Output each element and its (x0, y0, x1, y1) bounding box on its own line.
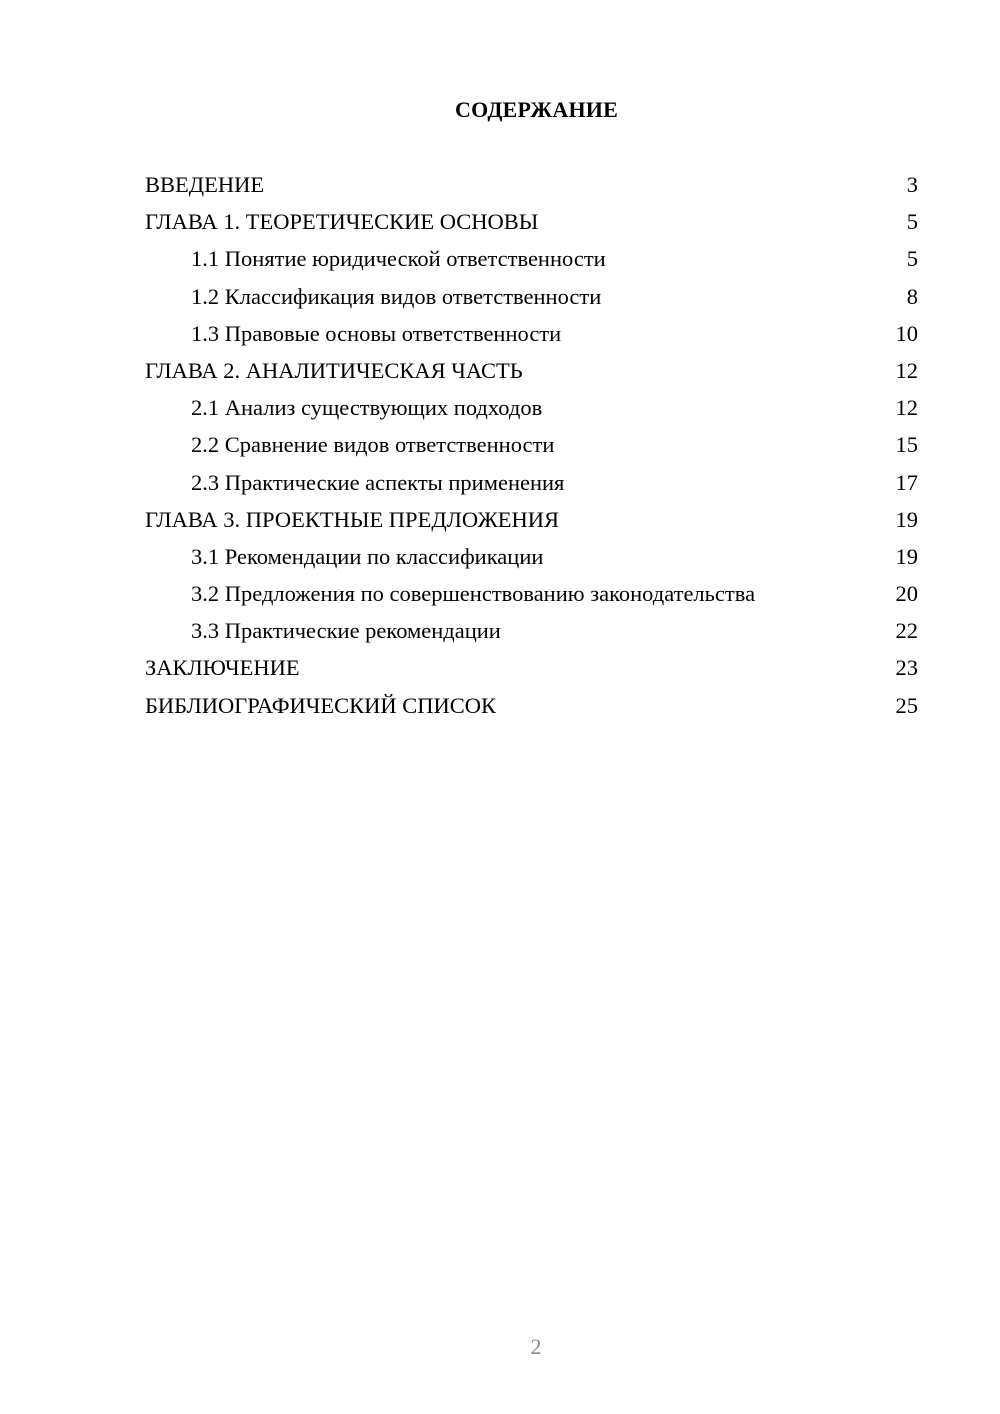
toc-entry-page: 23 (895, 655, 918, 681)
toc-entry (145, 315, 918, 352)
toc-entry-page: 5 (906, 209, 918, 235)
toc-entry (145, 426, 918, 463)
toc-entry-label: БИБЛИОГРАФИЧЕСКИЙ СПИСОК (145, 692, 497, 718)
toc-entry (145, 612, 918, 649)
page-number: 2 (530, 1334, 542, 1359)
toc-entry-page: 15 (895, 432, 918, 458)
toc-entry-page: 20 (895, 581, 918, 607)
toc-entry-label: ГЛАВА 2. АНАЛИТИЧЕСКАЯ ЧАСТЬ (145, 357, 523, 383)
toc-entry (145, 166, 918, 203)
toc-entry-label: ГЛАВА 3. ПРОЕКТНЫЕ ПРЕДЛОЖЕНИЯ (145, 506, 560, 532)
toc-entry-label: 3.1 Рекомендации по классификации (191, 543, 544, 569)
toc-entry-label: 3.3 Практические рекомендации (191, 618, 501, 644)
toc-entry-label: 2.1 Анализ существующих подходов (191, 395, 543, 421)
page-title: СОДЕРЖАНИЕ (455, 97, 618, 122)
toc-entry-page: 12 (895, 395, 918, 421)
table-of-contents (145, 166, 918, 724)
toc-entry-label: 2.3 Практические аспекты применения (191, 469, 565, 495)
toc-entry-page: 5 (906, 246, 918, 272)
toc-entry-page: 10 (895, 320, 918, 346)
toc-entry-page: 19 (895, 543, 918, 569)
toc-entry-page: 22 (895, 618, 918, 644)
toc-entry (145, 501, 918, 538)
toc-entry (145, 389, 918, 426)
toc-entry-page: 3 (906, 172, 918, 197)
toc-entry-page: 8 (906, 283, 918, 309)
toc-entry-label: ГЛАВА 1. ТЕОРЕТИЧЕСКИЕ ОСНОВЫ (145, 209, 539, 235)
toc-entry (145, 203, 918, 240)
toc-entry (145, 687, 918, 724)
toc-entry (145, 278, 918, 315)
toc-entry-page: 19 (895, 506, 918, 532)
toc-entry-label: ЗАКЛЮЧЕНИЕ (145, 655, 300, 681)
toc-entry-label: 1.3 Правовые основы ответственности (191, 320, 562, 346)
toc-entry-label: 1.1 Понятие юридической ответственности (191, 246, 606, 272)
toc-entry-label: 3.2 Предложения по совершенствованию законодательства (191, 581, 756, 607)
toc-entry (145, 240, 918, 277)
toc-entry (145, 352, 918, 389)
toc-entry (145, 649, 918, 686)
toc-entry (145, 575, 918, 612)
toc-entry-label: ВВЕДЕНИЕ (145, 172, 265, 197)
toc-entry-page: 12 (895, 357, 918, 383)
toc-entry-page: 25 (895, 692, 918, 718)
toc-entry-page: 17 (895, 469, 918, 495)
toc-entry-label: 1.2 Классификация видов ответственности (191, 283, 602, 309)
toc-entry-label: 2.2 Сравнение видов ответственности (191, 432, 555, 458)
toc-entry (145, 464, 918, 501)
toc-entry (145, 538, 918, 575)
